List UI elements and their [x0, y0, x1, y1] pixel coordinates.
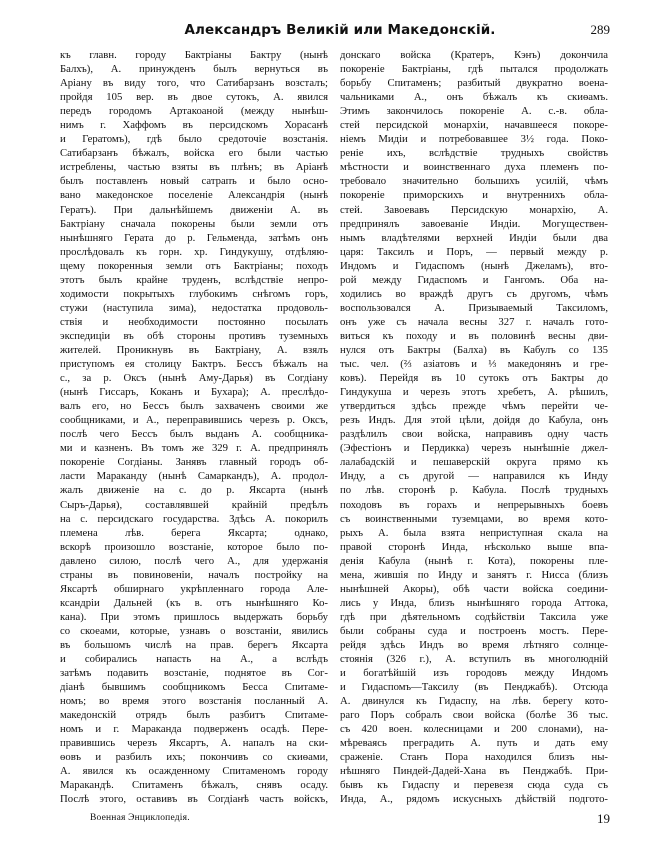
- text-line: нынѣшней Акоры), обѣ части войска соедини-: [340, 582, 608, 595]
- text-line: затѣмъ подавить возстаніе, поднятое въ Сог-: [60, 667, 328, 680]
- text-line: онъ уже съ начала весны 327 г. началъ гото-: [340, 315, 608, 328]
- text-line: нынѣшняго Герата до р. Гельменда, затѣмъ онъ: [60, 231, 328, 244]
- text-line: послѣ чего Бессъ былъ выданъ А. сообщника-: [60, 428, 328, 441]
- text-line: денія Кабула (нынѣ г. Кота), покорены пле-: [340, 554, 608, 567]
- text-line: чальниками А., онъ бѣжалъ къ скиѳамъ.: [340, 91, 608, 104]
- text-line: лись у Инда, близъ нынѣшняго города Аттока,: [340, 596, 608, 609]
- text-line: царя: Таксилъ и Поръ, — первый между р.: [340, 245, 608, 258]
- text-line: Инду, а съ другой — направился къ Инду: [340, 470, 608, 483]
- text-line: [340, 807, 608, 808]
- text-line: вано македонское поселеніе Александрія (нынѣ: [60, 189, 328, 202]
- text-line: ковъ). Перейдя въ 10 сутокъ отъ Бактры до: [340, 372, 608, 385]
- text-line: стей персидской монархіи, начавшееся покоре-: [340, 119, 608, 132]
- text-line: ходились во враждѣ другъ съ другомъ, чѣмъ: [340, 287, 608, 300]
- right-text-column: [340, 48, 608, 808]
- text-line: мѣстности и воинственнаго духа племенъ по-: [340, 161, 608, 174]
- text-line: экспедиціи въ обѣ стороны противъ туземныхъ: [60, 329, 328, 342]
- text-line: резъ Индъ. Для этой цѣли, дойдя до Кабула, онъ: [340, 414, 608, 427]
- text-line: Послѣ этого, оставивъ въ Согдіанѣ часть войскъ,: [60, 793, 328, 806]
- text-line: въ большомъ числѣ на прав. берегъ Яксарта: [60, 638, 328, 651]
- text-line: и Гидаспомъ—Таксилу (въ Пенджабѣ). Отсюда: [340, 681, 608, 694]
- text-line: борьбу Спитаменъ; разбитый двукратно воена-: [340, 77, 608, 90]
- text-line: Яксартѣ обширнаго укрѣпленнаго города Але-: [60, 582, 328, 595]
- footer-signature-mark: 19: [597, 811, 610, 826]
- page-header: [70, 22, 610, 44]
- text-line: истреблены, частью взяты въ плѣнъ; въ Аріанѣ: [60, 161, 328, 174]
- text-line: Инда, А., рядомъ искусныхъ дѣйствій подгото-: [340, 793, 608, 806]
- text-line: и собирались напасть на А., а вслѣдъ: [60, 653, 328, 666]
- page-title: Александръ Великій или Македонскій.: [184, 22, 496, 38]
- text-line: с., за р. Оксъ (нынѣ Аму-Дарья) въ Согдіану: [60, 372, 328, 385]
- text-line: пройдя 105 вер. въ двое сутокъ, А. явился: [60, 91, 328, 104]
- text-line: донскаго войска (Кратеръ, Кэнъ) докончила: [340, 49, 608, 61]
- text-line: и богатѣйшій изъ городовъ между Индомъ: [340, 667, 608, 680]
- text-line: мѣреваясь преградить А. путь и дать ему: [340, 737, 608, 750]
- text-line: (нынѣ Гиссаръ, Коканъ и Бухара); А. преслѣдо-: [60, 386, 328, 399]
- text-line: правившись черезъ Яксартъ, А. напалъ на ски-: [60, 737, 328, 750]
- text-line: виться къ походу и въ половинѣ весны дви-: [340, 329, 608, 342]
- text-line: жалъ движеніе на с. до р. Яксарта (нынѣ: [60, 484, 328, 497]
- text-line: воспользовался А. Призываемый Таксиломъ,: [340, 301, 608, 314]
- text-line: рой между Гидаспомъ и Гангомъ. Оба на-: [340, 273, 608, 286]
- text-line: были собраны суда и построенъ мостъ. Пере-: [340, 624, 608, 637]
- text-line: мена, жившія по Инду и занятъ г. Нисса (близъ: [340, 568, 608, 581]
- text-line: вскорѣ произошло возстаніе, которое было по-: [60, 540, 328, 553]
- text-line: стоянія (326 г.), А. вступилъ въ многолюдній: [340, 653, 608, 666]
- text-line: правой сторонѣ Инда, нѣсколько выше впа-: [340, 540, 608, 553]
- text-line: предпринялъ завоеваніе Индіи. Могуществен-: [340, 217, 608, 230]
- text-line: тыс. чел. (⅔ азіатовъ и ⅓ македонянъ и гре-: [340, 358, 608, 371]
- text-line: нулся отъ Бактры (Балха) въ Кабулъ со 135: [340, 343, 608, 356]
- text-line: Гиндукуша и черезъ этотъ хребетъ, А. рѣшилъ,: [340, 386, 608, 399]
- page-number: 289: [590, 22, 610, 37]
- text-line: ласти Мараканду (нынѣ Самаркандъ), А. продол-: [60, 470, 328, 483]
- text-line: передъ городомъ Артакоаной (между нынѣш-: [60, 105, 328, 118]
- text-line: Гератъ). При дальнѣйшемъ движеніи А. въ: [60, 203, 328, 216]
- text-line: Балхъ), А. принужденъ былъ вернуться въ: [60, 63, 328, 76]
- text-line: съ 420 воен. колесницами и 200 слонами), на-: [340, 723, 608, 736]
- text-line: стужи (наступила зима), недостатка продоволь-: [60, 301, 328, 314]
- text-line: былъ поставленъ новый сатрапъ и было осно-: [60, 175, 328, 188]
- text-line: покореніе Согдіаны. Занявъ главный городъ об-: [60, 456, 328, 469]
- text-line: щему покоренныя земли отъ Бактріаны; походъ: [60, 259, 328, 272]
- text-line: номъ и г. Мараканда подверженъ осадѣ. Пере-: [60, 723, 328, 736]
- text-line: по лѣв. сторонѣ р. Кабула. Послѣ трудныхъ: [340, 484, 608, 497]
- text-line: Сатибарзанъ бѣжалъ, войска его были частью: [60, 147, 328, 160]
- text-line: сообщниками, и А., переправившись черезъ р. Оксъ,: [60, 414, 328, 427]
- text-line: лалабадскій и пешаверскій округа прямо къ: [340, 456, 608, 469]
- text-line: покореніе Бактріаны, гдѣ пытался продолжать: [340, 63, 608, 76]
- text-line: сраженіе. Станъ Пора находился близъ ны-: [340, 751, 608, 764]
- text-line: Этимъ закончилось покореніе А. с.-в. обла-: [340, 105, 608, 118]
- text-line: рейдя здѣсь Индъ во время лѣтняго солнце-: [340, 638, 608, 651]
- text-line: рыхъ А. была взята неприступная скала на: [340, 526, 608, 539]
- text-line: страны въ повиновеніи, началъ постройку на: [60, 568, 328, 581]
- text-line: жителей. Проникнувъ въ Бактріану, А. взялъ: [60, 343, 328, 356]
- text-line: валъ его, но Бессъ былъ захваченъ своими же: [60, 400, 328, 413]
- text-line: на с. персидскаго государства. Здѣсь А. покорилъ: [60, 512, 328, 525]
- text-line: давлено силою, послѣ чего А., для удержанія: [60, 554, 328, 567]
- text-line: гдѣ при дѣятельномъ содѣйствіи Таксила уже: [340, 610, 608, 623]
- text-line: походовъ въ горахъ и непрерывныхъ боевъ: [340, 498, 608, 511]
- text-line: со скоеами, которые, узнавъ о возстаніи, явились: [60, 624, 328, 637]
- text-line: ксандріи Дальней (къ в. отъ нынѣшняго Ко-: [60, 596, 328, 609]
- text-line: Сыръ-Дарья), составлявшей крайній предѣлъ: [60, 498, 328, 511]
- text-line: ходимости покрытыхъ глубокимъ снѣгомъ горъ,: [60, 287, 328, 300]
- text-line: прослѣдовалъ къ горн. хр. Гиндукушу, отдѣляю-: [60, 245, 328, 258]
- text-line: ѳовъ и разбилъ ихъ; покончивъ со скиѳами,: [60, 751, 328, 764]
- text-line: стей. Завоевавъ Персидскую монархію, А.: [340, 203, 608, 216]
- text-line: покореніе приморскихъ и внутреннихъ обла-: [340, 189, 608, 202]
- page-footer: [60, 811, 610, 831]
- text-line: [60, 807, 328, 808]
- text-line: (Эфестіонъ и Пердикка) черезъ нынѣшніе джел-: [340, 442, 608, 455]
- text-line: кана). При этомъ пришлось выдержать борьбу: [60, 610, 328, 623]
- text-line: ніемъ Мидіи и потребовавшее 3½ года. Поко-: [340, 133, 608, 146]
- text-line: съ воинственными туземцами, во время кото-: [340, 512, 608, 525]
- text-line: нимъ г. Хаффомъ въ персидскомъ Хорасанѣ: [60, 119, 328, 132]
- text-line: требовало значительно большихъ усилій, чѣмъ: [340, 175, 608, 188]
- text-line: ми и казненъ. Въ томъ же 329 г. А. предпринялъ: [60, 442, 328, 455]
- text-line: ствія и необходимости постоянно посылать: [60, 315, 328, 328]
- text-line: реніе ихъ, вслѣдствіе трудныхъ свойствъ: [340, 147, 608, 160]
- text-line: діанѣ бывшимъ сообщникомъ Бесса Спитаме-: [60, 681, 328, 694]
- text-line: Арiану въ виду того, что Сатибарзанъ возсталъ;: [60, 77, 328, 90]
- text-line: А. двинулся къ Гидаспу, на лѣв. берегу кото-: [340, 695, 608, 708]
- text-line: этотъ былъ крайне труденъ, вслѣдствіе непро-: [60, 273, 328, 286]
- text-line: и Гератомъ), гдѣ было средоточіе возстанія.: [60, 133, 328, 146]
- text-line: Маракандѣ. Спитаменъ бѣжалъ, снявъ осаду.: [60, 779, 328, 792]
- text-line: македонскій отрядъ былъ разбитъ Спитаме-: [60, 709, 328, 722]
- left-text-column: [60, 48, 328, 808]
- text-line: утвердиться здѣсь прежде чѣмъ перейти че-: [340, 400, 608, 413]
- text-line: раздѣлилъ свои войска, направивъ одну часть: [340, 428, 608, 441]
- text-line: племена лѣв. берега Яксарта; однако,: [60, 526, 328, 539]
- text-line: раго Поръ собралъ свои войска (болѣе 36 тыс.: [340, 709, 608, 722]
- text-line: нымъ владѣтелями верхней Индіи были два: [340, 231, 608, 244]
- text-line: номъ; во время этого возстанія посланный А.: [60, 695, 328, 708]
- text-line: приступомъ ея столицу Бактръ. Бессъ бѣжалъ на: [60, 358, 328, 371]
- text-line: А. явился къ осажденному Спитаменомъ городу: [60, 765, 328, 778]
- text-line: бывъ къ Гидаспу и перевезя сюда суда съ: [340, 779, 608, 792]
- text-line: Индомъ и Гидаспомъ (нынѣ Джеламъ), вто-: [340, 259, 608, 272]
- text-line: къ главн. городу Бактріаны Бактру (нынѣ: [60, 49, 328, 61]
- footer-source: Военная Энциклопедія.: [90, 813, 190, 823]
- text-line: нѣшняго Пиндей-Дадей-Хана въ Пенджабѣ. При-: [340, 765, 608, 778]
- text-line: Бактріану сначала покорены были земли отъ: [60, 217, 328, 230]
